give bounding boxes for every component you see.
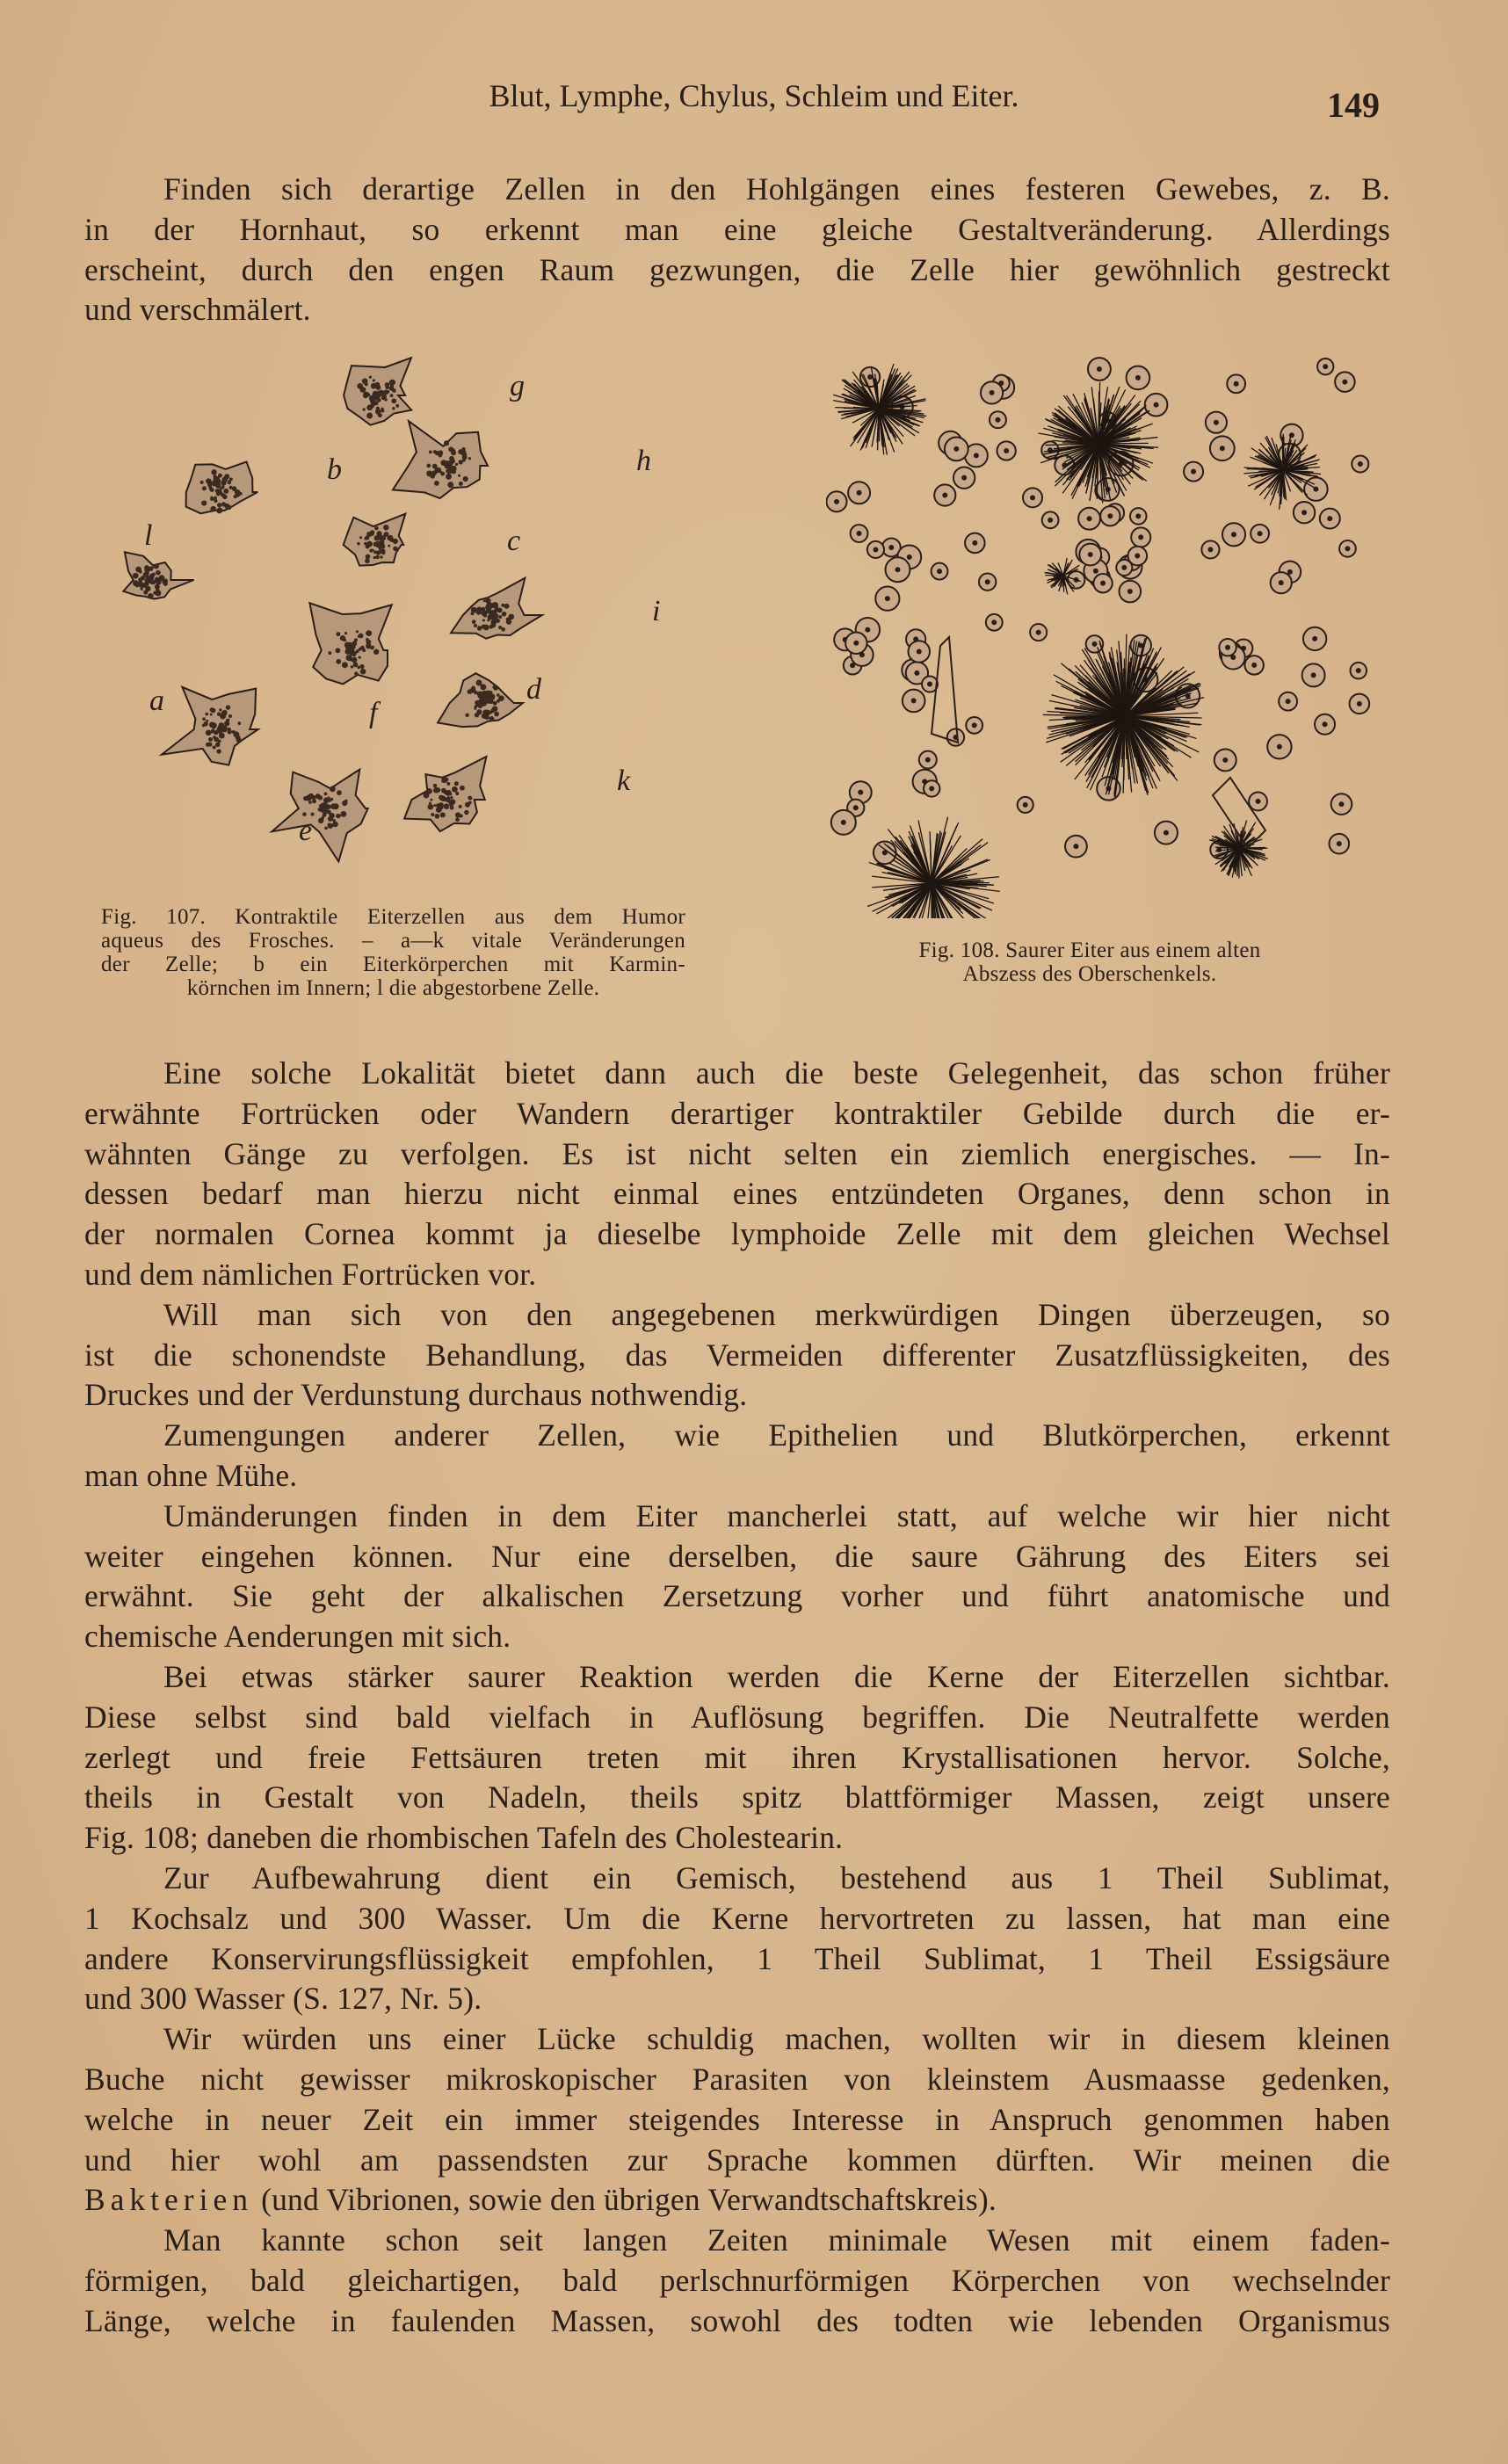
pus-corpuscle bbox=[1210, 436, 1235, 460]
caption-line: der Zelle; b ein Eiterkörperchen mit Karmin- bbox=[101, 953, 685, 976]
text-line: ist die schonendste Behandlung, das Vermeiden differenter Zusatzflüssigkeiten, des bbox=[84, 1337, 1390, 1373]
text-line: Fig. 108; daneben die rhombischen Tafeln des Cholestearin. bbox=[84, 1820, 844, 1856]
paragraph bbox=[84, 2221, 1390, 2341]
text-line: andere Konservirungsflüssigkeit empfohlen, 1 Theil Sublimat, 1 Theil Essigsäure bbox=[84, 1940, 1390, 1976]
crystal-plate bbox=[1213, 778, 1265, 848]
crystal-plate bbox=[932, 637, 958, 743]
text-line: weiter eingehen können. Nur eine derselben, die saure Gährung des Eiters sei bbox=[84, 1538, 1390, 1574]
figure-label: k bbox=[617, 765, 631, 797]
pus-corpuscle bbox=[874, 842, 896, 865]
pus-corpuscle bbox=[1155, 822, 1178, 844]
pus-corpuscle bbox=[966, 717, 982, 734]
pus-corpuscle bbox=[1184, 462, 1203, 482]
pus-corpuscle bbox=[997, 441, 1016, 460]
pus-corpuscle bbox=[909, 641, 931, 663]
cell-drawing bbox=[438, 673, 523, 727]
page-number: 149 bbox=[1327, 85, 1380, 125]
text-line: in der Hornhaut, so erkennt man eine gleiche Gestaltveränderung. Allerdings bbox=[84, 211, 1390, 247]
pus-corpuscle bbox=[1219, 639, 1236, 656]
text-line: erwähnte Fortrücken oder Wandern derartiger kontraktiler Gebilde durch die er- bbox=[84, 1095, 1390, 1131]
text-line: erscheint, durch den engen Raum gezwungen, die Zelle hier gewöhnlich gestreckt bbox=[84, 251, 1390, 287]
pus-corpuscle bbox=[1339, 540, 1356, 557]
caption-line: körnchen im Innern; l die abgestorbene Zelle. bbox=[186, 976, 600, 1000]
paragraph bbox=[84, 1054, 1390, 1295]
pus-corpuscle bbox=[1251, 525, 1269, 543]
pus-corpuscle bbox=[1065, 836, 1087, 858]
pus-corpuscle bbox=[867, 541, 884, 558]
pus-corpuscle bbox=[1294, 502, 1315, 523]
figure-label: f bbox=[369, 697, 378, 729]
pus-corpuscle bbox=[1222, 523, 1245, 546]
pus-corpuscle bbox=[848, 482, 870, 504]
pus-corpuscle bbox=[1249, 793, 1267, 811]
pus-corpuscle bbox=[1302, 663, 1325, 686]
text-line: Diese selbst sind bald vielfach in Auflösung begriffen. Die Neutralfette werden bbox=[84, 1699, 1390, 1735]
paragraph bbox=[84, 1416, 1390, 1497]
pus-corpuscle bbox=[1352, 455, 1368, 472]
intro-paragraph bbox=[84, 170, 1390, 330]
text-line: Finden sich derartige Zellen in den Hohlgängen eines festeren Gewebes, z. B. bbox=[163, 171, 1390, 207]
pus-corpuscle bbox=[1023, 488, 1042, 507]
pus-corpuscle bbox=[990, 411, 1006, 428]
pus-corpuscle bbox=[947, 728, 964, 745]
pus-corpuscle bbox=[1145, 394, 1168, 417]
figure-label: c bbox=[507, 525, 521, 557]
text-line: förmigen, bald gleichartigen, bald perlschnurförmigen Körperchen von wechselnder bbox=[84, 2262, 1390, 2298]
pus-corpuscle bbox=[1350, 663, 1367, 679]
caption-line: Fig. 107. Kontraktile Eiterzellen aus dem Humor bbox=[101, 905, 685, 929]
cell-drawing bbox=[162, 687, 258, 765]
text-line: 1 Kochsalz und 300 Wasser. Um die Kerne hervortreten zu lassen, hat man eine bbox=[84, 1900, 1390, 1936]
text-line: und dem nämlichen Fortrücken vor. bbox=[84, 1256, 537, 1292]
pus-corpuscle bbox=[1206, 412, 1227, 433]
pus-corpuscle bbox=[953, 467, 975, 488]
text-run: (und Vibrionen, sowie den übrigen Verwandtschaftskreis). bbox=[253, 2182, 997, 2218]
pus-corpuscle bbox=[981, 381, 1003, 403]
text-line: und 300 Wasser (S. 127, Nr. 5). bbox=[84, 1981, 482, 2017]
figure-label: g bbox=[510, 370, 525, 402]
pus-corpuscle bbox=[1227, 374, 1245, 393]
running-header: Blut, Lymphe, Chylus, Schleim und Eiter. bbox=[489, 78, 1019, 113]
cell-drawing bbox=[272, 770, 367, 862]
pus-corpuscle bbox=[1329, 834, 1349, 854]
figure-label: e bbox=[299, 815, 313, 847]
text-line: dessen bedarf man hierzu nicht einmal eines entzündeten Organes, denn schon in bbox=[84, 1176, 1390, 1212]
pus-corpuscle bbox=[1078, 508, 1100, 530]
pus-corpuscle bbox=[1335, 372, 1355, 392]
text-line: welche in neuer Zeit ein immer steigendes Interesse in Anspruch genommen haben bbox=[84, 2101, 1390, 2137]
text-line: und hier wohl am passendsten zur Sprache kommen dürften. Wir meinen die bbox=[84, 2142, 1390, 2178]
text-line: Man kannte schon seit langen Zeiten minimale Wesen mit einem faden- bbox=[163, 2222, 1390, 2258]
text-line: erwähnt. Sie geht der alkalischen Zersetzung vorher und führt anatomische und bbox=[84, 1578, 1390, 1614]
text-line: Buche nicht gewisser mikroskopischer Parasiten von kleinstem Ausmaasse gedenken, bbox=[84, 2061, 1390, 2097]
text-line: Umänderungen finden in dem Eiter mancherlei statt, auf welche wir hier nicht bbox=[163, 1497, 1390, 1533]
pus-corpuscle bbox=[1018, 797, 1033, 813]
pus-corpuscle bbox=[986, 614, 1003, 631]
pus-corpuscle bbox=[845, 633, 866, 654]
figure-107-caption bbox=[101, 905, 685, 1000]
text-line: Zumengungen anderer Zellen, wie Epithelien und Blutkörperchen, erkennt bbox=[163, 1417, 1390, 1453]
pus-corpuscle bbox=[932, 563, 948, 580]
pus-corpuscle bbox=[1317, 359, 1333, 374]
paragraph bbox=[84, 1497, 1390, 1657]
caption-line: Abszess des Oberschenkels. bbox=[962, 962, 1217, 986]
pus-corpuscle bbox=[1127, 366, 1150, 390]
text-line: Druckes und der Verdunstung durchaus nothwendig. bbox=[84, 1377, 748, 1413]
figure-label: d bbox=[526, 673, 541, 706]
pus-corpuscle bbox=[851, 525, 868, 542]
text-line: und verschmälert. bbox=[84, 292, 311, 328]
fatty-acid-needle-cluster bbox=[867, 817, 1000, 918]
pus-corpuscle bbox=[965, 533, 985, 554]
text-line: Zur Aufbewahrung dient ein Gemisch, bestehend aus 1 Theil Sublimat, bbox=[163, 1859, 1390, 1895]
pus-corpuscle bbox=[1350, 694, 1370, 714]
figure-label: a bbox=[149, 685, 164, 717]
cell-drawing bbox=[309, 603, 391, 684]
text-line: theils in Gestalt von Nadeln, theils spitz blattförmiger Massen, zeigt unsere bbox=[84, 1779, 1390, 1815]
cell-drawing bbox=[186, 462, 258, 514]
text-line: wähnten Gänge zu verfolgen. Es ist nicht selten ein ziemlich energisches. — In- bbox=[84, 1135, 1390, 1171]
pus-corpuscle bbox=[1267, 735, 1291, 758]
caption-line: Fig. 108. Saurer Eiter aus einem alten bbox=[918, 938, 1261, 962]
figure-108-caption bbox=[852, 938, 1327, 986]
pus-corpuscle bbox=[1100, 506, 1120, 525]
paragraph bbox=[84, 1859, 1390, 2019]
figure-108-illustration bbox=[826, 356, 1371, 918]
cell-drawing bbox=[451, 578, 542, 639]
pus-corpuscle bbox=[1303, 627, 1326, 650]
pus-corpuscle bbox=[1030, 624, 1047, 641]
pus-corpuscle bbox=[1042, 511, 1059, 528]
pus-corpuscle bbox=[1127, 547, 1147, 566]
pus-corpuscle bbox=[886, 557, 910, 582]
paragraph bbox=[84, 1657, 1390, 1859]
pus-corpuscle bbox=[1088, 358, 1111, 380]
pus-corpuscle bbox=[919, 751, 937, 769]
emphasized-term: Bakterien bbox=[84, 2182, 253, 2218]
text-line: der normalen Cornea kommt ja dieselbe lymphoide Zelle mit dem gleichen Wechsel bbox=[84, 1216, 1390, 1252]
text-line: Wir würden uns einer Lücke schuldig machen, wollten wir in diesem kleinen bbox=[163, 2021, 1390, 2057]
pus-corpuscle bbox=[1271, 572, 1292, 593]
pus-corpuscle bbox=[1331, 794, 1352, 815]
text-line: Bei etwas stärker saurer Reaktion werden die Kerne der Eiterzellen sichtbar. bbox=[163, 1658, 1390, 1694]
text-line bbox=[84, 2180, 1390, 2221]
pus-corpuscle bbox=[924, 780, 939, 796]
text-line: zerlegt und freie Fettsäuren treten mit ihren Krystallisationen hervor. Solche, bbox=[84, 1739, 1390, 1775]
text-line: chemische Aenderungen mit sich. bbox=[84, 1619, 511, 1655]
paragraph bbox=[84, 1295, 1390, 1416]
cell-drawing bbox=[123, 552, 193, 598]
pus-corpuscle bbox=[826, 491, 846, 511]
pus-corpuscle bbox=[1244, 656, 1263, 674]
cell-drawing bbox=[404, 757, 486, 831]
pus-corpuscle bbox=[979, 574, 996, 591]
figure-label: l bbox=[144, 519, 153, 552]
pus-corpuscle bbox=[903, 690, 925, 713]
pus-corpuscle bbox=[945, 438, 968, 461]
cell-drawing bbox=[393, 421, 488, 498]
pus-corpuscle bbox=[1131, 527, 1150, 547]
pus-corpuscle bbox=[1279, 692, 1297, 711]
cell-drawing bbox=[344, 358, 411, 425]
body-text bbox=[84, 1054, 1390, 2342]
text-line: Länge, welche in faulenden Massen, sowohl des todten wie lebenden Organismus bbox=[84, 2302, 1390, 2338]
pus-corpuscle bbox=[1315, 714, 1335, 735]
text-line: man ohne Mühe. bbox=[84, 1457, 298, 1493]
pus-corpuscle bbox=[831, 810, 856, 835]
figure-label: h bbox=[636, 445, 651, 477]
pus-corpuscle bbox=[1079, 544, 1101, 566]
pus-corpuscle bbox=[934, 484, 955, 505]
figure-label: b bbox=[327, 453, 342, 486]
caption-line: aqueus des Frosches. – a—k vitale Veränderungen bbox=[101, 929, 685, 953]
pus-corpuscle bbox=[1093, 574, 1112, 592]
pus-corpuscle bbox=[1214, 749, 1236, 771]
text-line: Will man sich von den angegebenen merkwürdigen Dingen überzeugen, so bbox=[163, 1296, 1390, 1332]
figure-label: i bbox=[652, 595, 661, 627]
pus-corpuscle bbox=[1320, 509, 1340, 529]
text-line: Eine solche Lokalität bietet dann auch die beste Gelegenheit, das schon früher bbox=[163, 1055, 1390, 1091]
fatty-acid-needle-cluster bbox=[1043, 634, 1204, 797]
pus-corpuscle bbox=[1201, 540, 1219, 558]
paragraph bbox=[84, 2019, 1390, 2221]
figure-107-illustration bbox=[114, 343, 729, 905]
pus-corpuscle bbox=[1120, 581, 1142, 603]
pus-corpuscle bbox=[875, 587, 899, 611]
pus-corpuscle bbox=[1130, 508, 1147, 525]
cell-drawing bbox=[344, 514, 406, 566]
